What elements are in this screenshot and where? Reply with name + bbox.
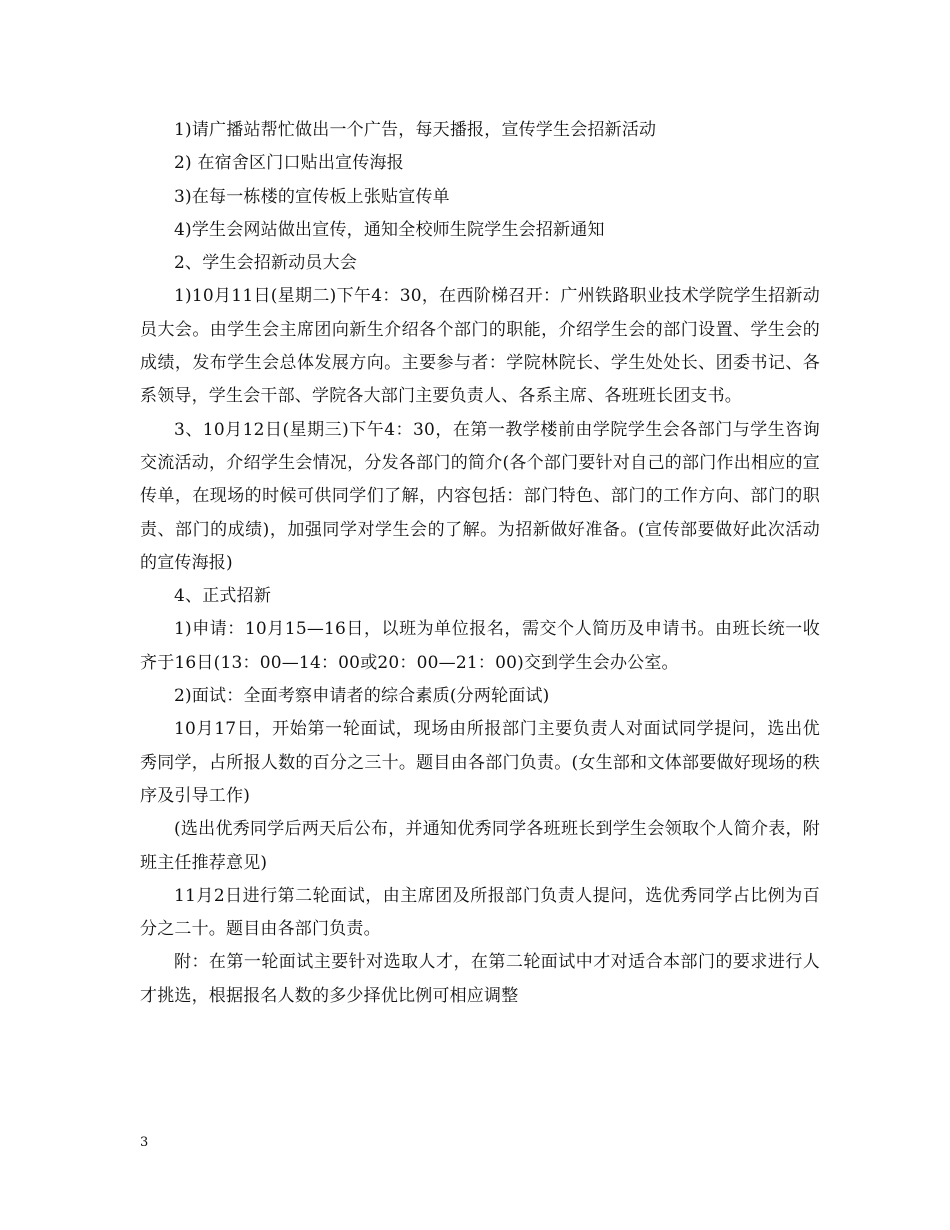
section-heading: 2、学生会招新动员大会: [174, 253, 358, 274]
paragraph: 2) 在宿舍区门口贴出宣传海报: [174, 153, 404, 174]
paragraph: 2)面试：全面考察申请者的综合素质(分两轮面试): [174, 686, 550, 707]
paragraph: 1)请广播站帮忙做出一个广告，每天播报，宣传学生会招新活动: [174, 120, 657, 140]
paragraph: 附：在第一轮面试主要针对选取人才，在第二轮面试中才对适合本部门的要求进行人才挑选，根据报名人数的多少择优比例可相应调整: [140, 952, 820, 1006]
paragraph: (选出优秀同学后两天后公布，并通知优秀同学各班班长到学生会领取个人简介表，附班主任推荐意见): [140, 819, 820, 873]
paragraph: 3)在每一栋楼的宣传板上张贴宣传单: [174, 186, 450, 207]
paragraph: 10月17日，开始第一轮面试，现场由所报部门主要负责人对面试同学提问，选出优秀同学，占所报人数的百分之三十。题目由各部门负责。(女生部和文体部要做好现场的秩序及引导工作): [140, 719, 820, 806]
paragraph: 1)申请：10月15—16日，以班为单位报名，需交个人简历及申请书。由班长统一收齐于16日(13：00—14：00或20：00—21：00)交到学生会办公室。: [140, 619, 820, 673]
paragraph: 1)10月11日(星期二)下午4：30，在西阶梯召开：广州铁路职业技术学院学生招新动员大会。由学生会主席团向新生介绍各个部门的职能，介绍学生会的部门设置、学生会的成绩，发布学生会总体发展方向。主要参与者：学院林院长、学生处处长、团委书记、各系领导，学生会干部、学院各大部门主要负责人、各系主席、各班班长团支书。: [140, 286, 820, 407]
paragraph: 11月2日进行第二轮面试，由主席团及所报部门负责人提问，选优秀同学占比例为百分之二十。题目由各部门负责。: [140, 885, 820, 940]
page-number: 3: [140, 1135, 149, 1150]
section-heading: 4、正式招新: [174, 586, 272, 607]
paragraph: 3、10月12日(星期三)下午4：30，在第一教学楼前由学院学生会各部门与学生咨询交流活动，介绍学生会情况，分发各部门的简介(各个部门要针对自己的部门作出相应的宣传单，在现场的时候可供同学们了解，内容包括：部门特色、部门的工作方向、部门的职责、部门的成绩)，加强同学对学生会的了解。为招新做好准备。(宣传部要做好此次活动的宣传海报): [140, 419, 820, 573]
document-body: [140, 114, 820, 1013]
paragraph: 4)学生会网站做出宣传，通知全校师生院学生会招新通知: [174, 219, 605, 240]
